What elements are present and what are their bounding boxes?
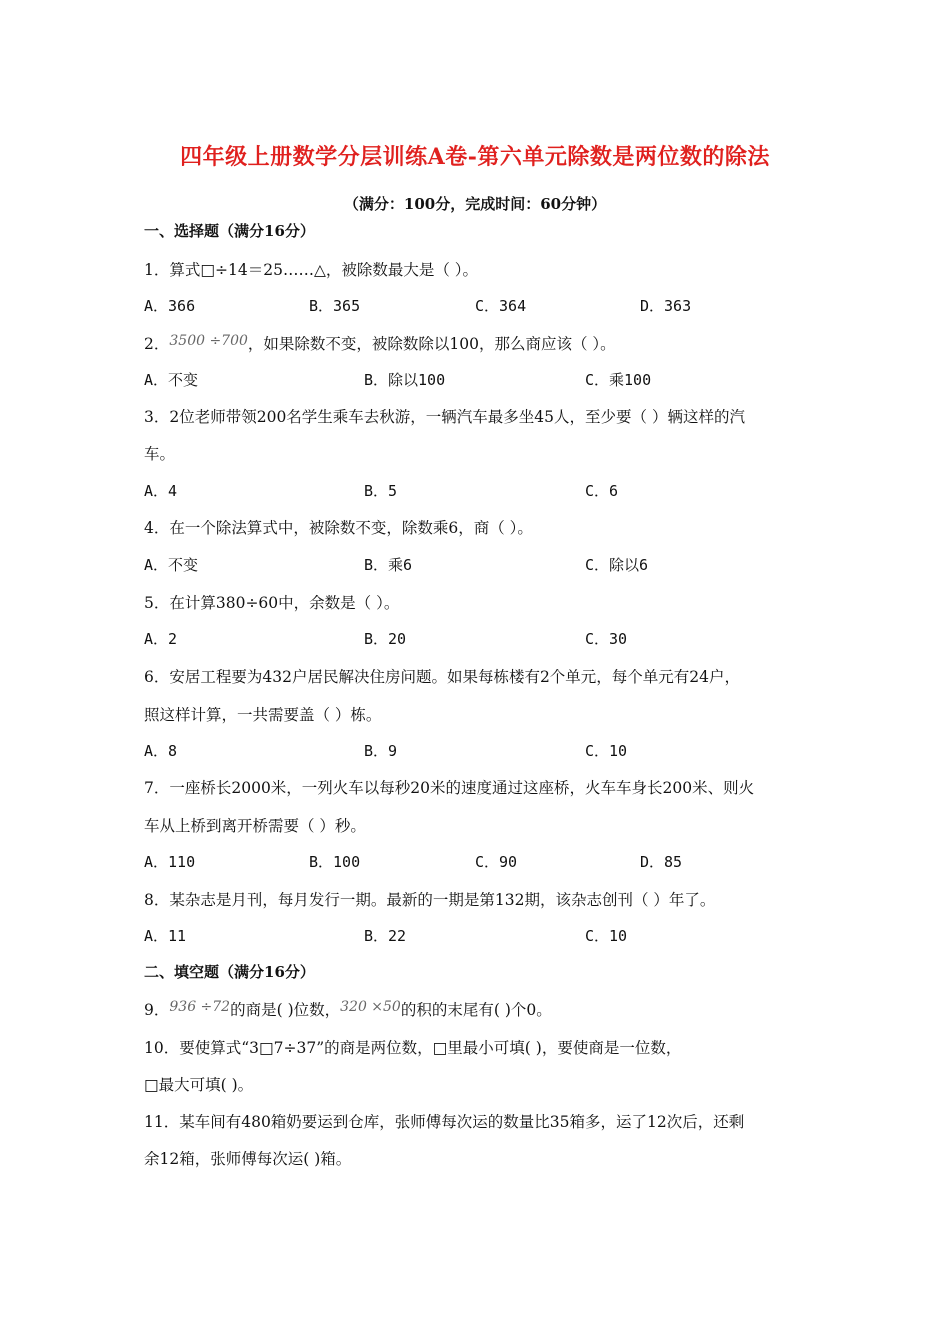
question-1-options — [144, 295, 844, 315]
question-10-line-2: □最大可填( )。 — [144, 1076, 254, 1094]
option-a: A．366 — [144, 297, 196, 315]
question-3-line-2: 车。 — [144, 445, 176, 463]
question-4: 4．在一个除法算式中，被除数不变，除数乘6，商（ ）。 — [144, 519, 533, 537]
question-9 — [144, 998, 552, 1020]
option-c: C．6 — [585, 482, 619, 500]
question-2 — [144, 332, 616, 354]
question-2-options — [144, 369, 844, 389]
option-c: C．30 — [585, 630, 628, 648]
option-c: C．乘100 — [585, 371, 652, 389]
option-a: A．110 — [144, 853, 196, 871]
option-a: A．2 — [144, 630, 178, 648]
question-9-text-1: 的商是( )位数， — [230, 1001, 341, 1019]
question-6-line-1: 6．安居工程要为432户居民解决住房问题。如果每栋楼有2个单元，每个单元有24户， — [144, 668, 741, 686]
question-8-options — [144, 925, 844, 945]
question-6-options — [144, 740, 844, 760]
question-9-text-2: 的积的末尾有( )个0。 — [400, 1001, 552, 1019]
option-c: C．90 — [475, 853, 518, 871]
option-c: C．10 — [585, 742, 628, 760]
option-b: B．100 — [309, 853, 361, 871]
question-5-options — [144, 628, 844, 648]
option-b: B．5 — [364, 482, 398, 500]
question-1: 1．算式□÷14＝25……△，被除数最大是（ ）。 — [144, 261, 479, 279]
option-a: A．8 — [144, 742, 178, 760]
question-3-options — [144, 480, 844, 500]
section-heading-fill-blank: 二、填空题（满分16分） — [144, 963, 315, 981]
question-9-expression-2: 320 ×50 — [340, 999, 401, 1015]
question-2-text: ，如果除数不变，被除数除以100，那么商应该（ ）。 — [247, 335, 616, 353]
question-2-number: 2． — [144, 335, 170, 353]
question-11-line-2: 余12箱，张师傅每次运( )箱。 — [144, 1150, 352, 1168]
page-title: 四年级上册数学分层训练A卷-第六单元除数是两位数的除法 — [180, 144, 770, 170]
option-b: B．20 — [364, 630, 407, 648]
option-c: C．除以6 — [585, 556, 649, 574]
option-d: D．363 — [640, 297, 692, 315]
option-d: D．85 — [640, 853, 683, 871]
option-a: A．4 — [144, 482, 178, 500]
question-4-options — [144, 554, 844, 574]
question-8: 8．某杂志是月刊，每月发行一期。最新的一期是第132期，该杂志创刊（ ）年了。 — [144, 891, 716, 909]
option-c: C．364 — [475, 297, 527, 315]
question-10-line-1: 10．要使算式“3□7÷37”的商是两位数，□里最小可填( )，要使商是一位数， — [144, 1039, 682, 1057]
option-b: B．除以100 — [364, 371, 446, 389]
question-9-number: 9． — [144, 1001, 170, 1019]
question-7-line-2: 车从上桥到离开桥需要（ ）秒。 — [144, 817, 366, 835]
option-a: A．11 — [144, 927, 187, 945]
option-c: C．10 — [585, 927, 628, 945]
question-7-line-1: 7．一座桥长2000米，一列火车以每秒20米的速度通过这座桥，火车车身长200米、则火 — [144, 779, 755, 797]
option-b: B．365 — [309, 297, 361, 315]
option-b: B．9 — [364, 742, 398, 760]
question-6-line-2: 照这样计算，一共需要盖（ ）栋。 — [144, 706, 382, 724]
option-a: A．不变 — [144, 556, 199, 574]
question-3-line-1: 3．2位老师带领200名学生乘车去秋游，一辆汽车最多坐45人，至少要（ ）辆这样的汽 — [144, 408, 745, 426]
option-b: B．22 — [364, 927, 407, 945]
option-b: B．乘6 — [364, 556, 413, 574]
option-a: A．不变 — [144, 371, 199, 389]
question-7-options — [144, 851, 844, 871]
question-2-expression: 3500 ÷700 — [169, 333, 248, 349]
question-5: 5．在计算380÷60中，余数是（ ）。 — [144, 594, 400, 612]
page-subtitle: （满分：100分，完成时间：60分钟） — [343, 195, 607, 213]
section-heading-choice: 一、选择题（满分16分） — [144, 222, 315, 240]
question-9-expression-1: 936 ÷72 — [169, 999, 231, 1015]
question-11-line-1: 11．某车间有480箱奶要运到仓库，张师傅每次运的数量比35箱多，运了12次后，还剩 — [144, 1113, 745, 1131]
